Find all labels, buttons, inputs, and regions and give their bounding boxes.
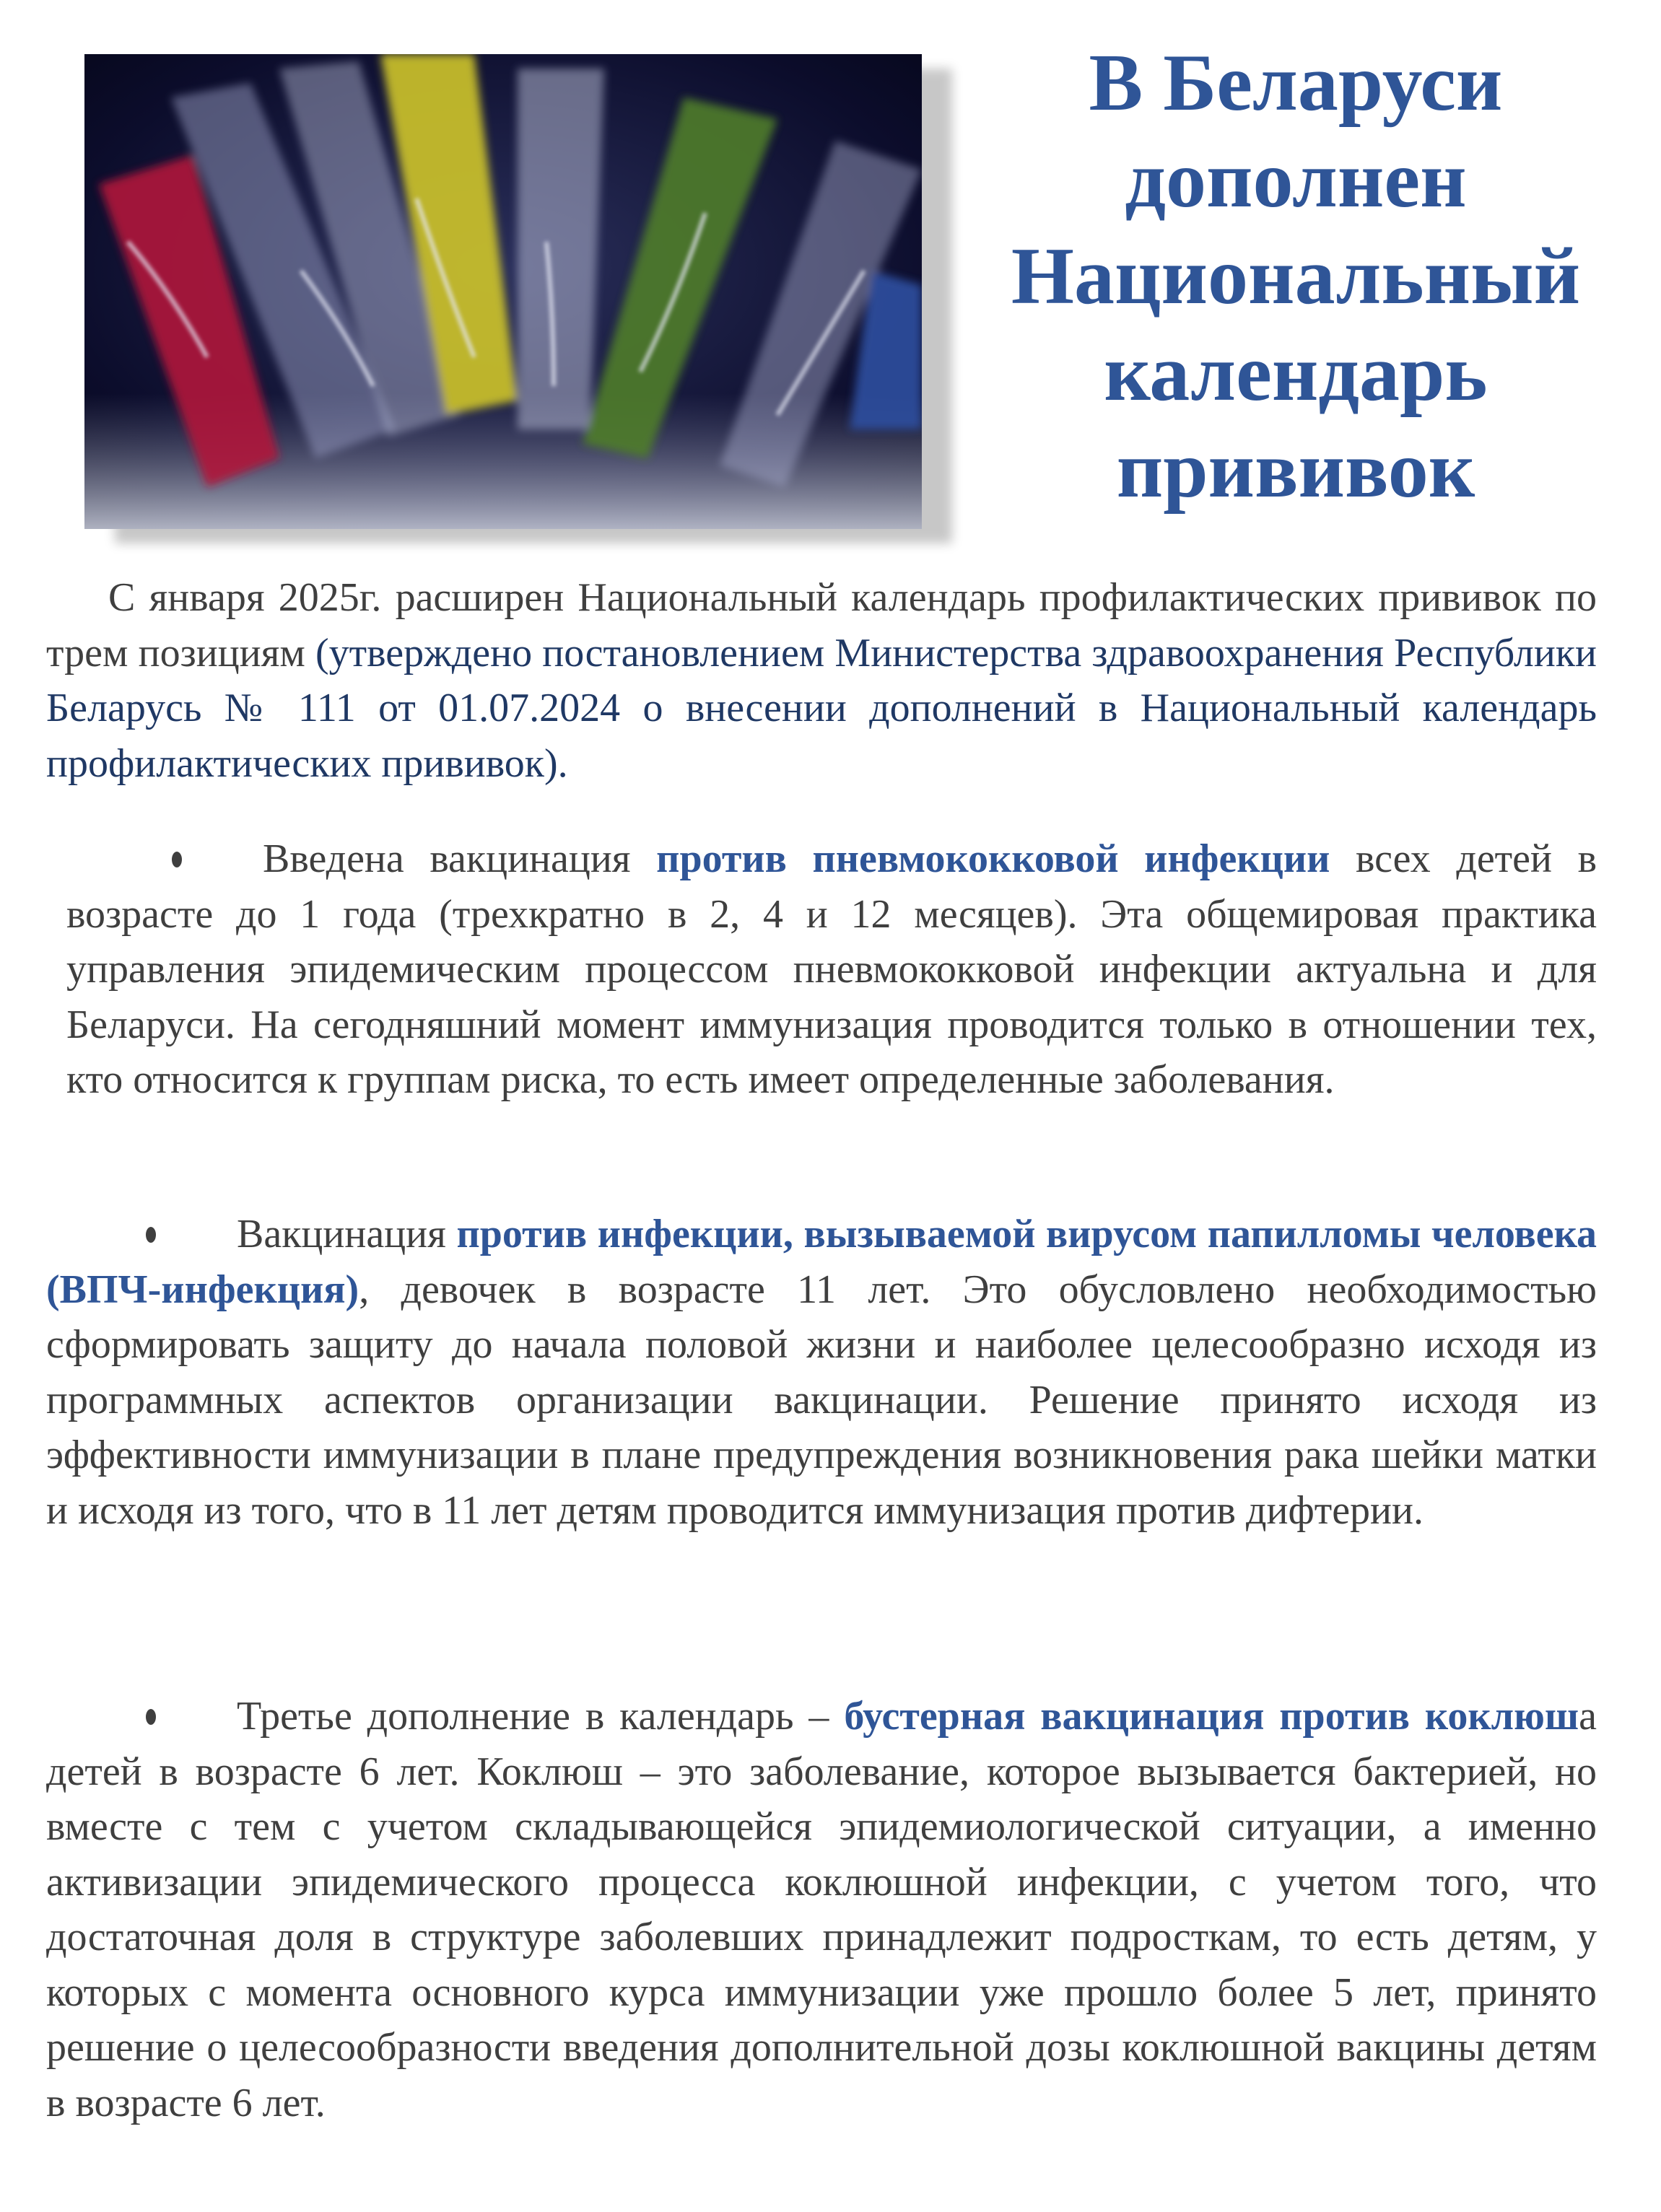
- bullet-item-pertussis: [46, 1689, 1597, 2130]
- vaccine-ampoules-image: [84, 54, 922, 529]
- title-line-3: Национальный: [1011, 232, 1581, 321]
- bullet-text-before: Введена вакцинация: [263, 836, 657, 881]
- bullet-item-pneumococcal: [66, 831, 1597, 1108]
- title-line-1: В Беларуси: [1089, 38, 1503, 128]
- bullet-highlight: против инфекции, вызываемой вирусом папилломы человека (ВПЧ-инфекция): [46, 1212, 1597, 1312]
- bullet-text-after: всех детей в возрасте до 1 года (трехкратно в 2, 4 и 12 месяцев). Эта общемировая практика управления эпидемическим процессом пневмококковой инфекции актуальна и для Беларуси. На сегодняшний момент иммунизация проводится только в отношении тех, кто относится к группам риска, то есть имеет определенные заболевания.: [66, 836, 1597, 1102]
- bullet-text-before: Третье дополнение в календарь –: [237, 1694, 845, 1739]
- bullet-highlight: бустерная вакцинация против коклюш: [844, 1694, 1579, 1739]
- bullet-text-after: , девочек в возрасте 11 лет. Это обусловлено необходимостью сформировать защиту до начала половой жизни и наиболее целесообразно исходя из программных аспектов организации вакцинации. Решение принято исходя из эффективности иммунизации в плане предупреждения возникновения рака шейки матки и исходя из того, что в 11 лет детям проводится иммунизация против дифтерии.: [46, 1267, 1597, 1533]
- bullet-highlight: против пневмококковой инфекции: [656, 836, 1330, 881]
- bullet-icon: [146, 1227, 156, 1243]
- intro-reference: (утверждено постановлением Министерства здравоохранения Республики Беларусь № 111 от 01.07.2024 о внесении дополнений в Национальный календарь профилактических прививок).: [46, 630, 1597, 786]
- ampoules-illustration: [84, 54, 922, 529]
- title-line-4: календарь: [1104, 328, 1488, 418]
- title-line-2: дополнен: [1125, 135, 1467, 224]
- intro-paragraph: [46, 570, 1597, 791]
- page-title: [960, 35, 1631, 518]
- intro-text: С января 2025г. расширен Национальный календарь профилактических прививок по трем позициям: [46, 575, 1597, 676]
- bullet-icon: [172, 852, 182, 867]
- bullet-text-after: а детей в возрасте 6 лет. Коклюш – это заболевание, которое вызывается бактерией, но вместе с тем с учетом складывающейся эпидемиологической ситуации, а именно активизации эпидемического процесса коклюшной инфекции, с учетом того, что достаточная доля в структуре заболевших принадлежит подросткам, то есть детям, у которых с момента основного курса иммунизации уже прошло более 5 лет, принято решение о целесообразности введения дополнительной дозы коклюшной вакцины детям в возрасте 6 лет.: [46, 1694, 1597, 2125]
- bullet-text-before: Вакцинация: [237, 1212, 457, 1256]
- bullet-icon: [146, 1709, 156, 1725]
- bullet-item-hpv: [46, 1207, 1597, 1538]
- title-line-5: прививок: [1116, 425, 1475, 515]
